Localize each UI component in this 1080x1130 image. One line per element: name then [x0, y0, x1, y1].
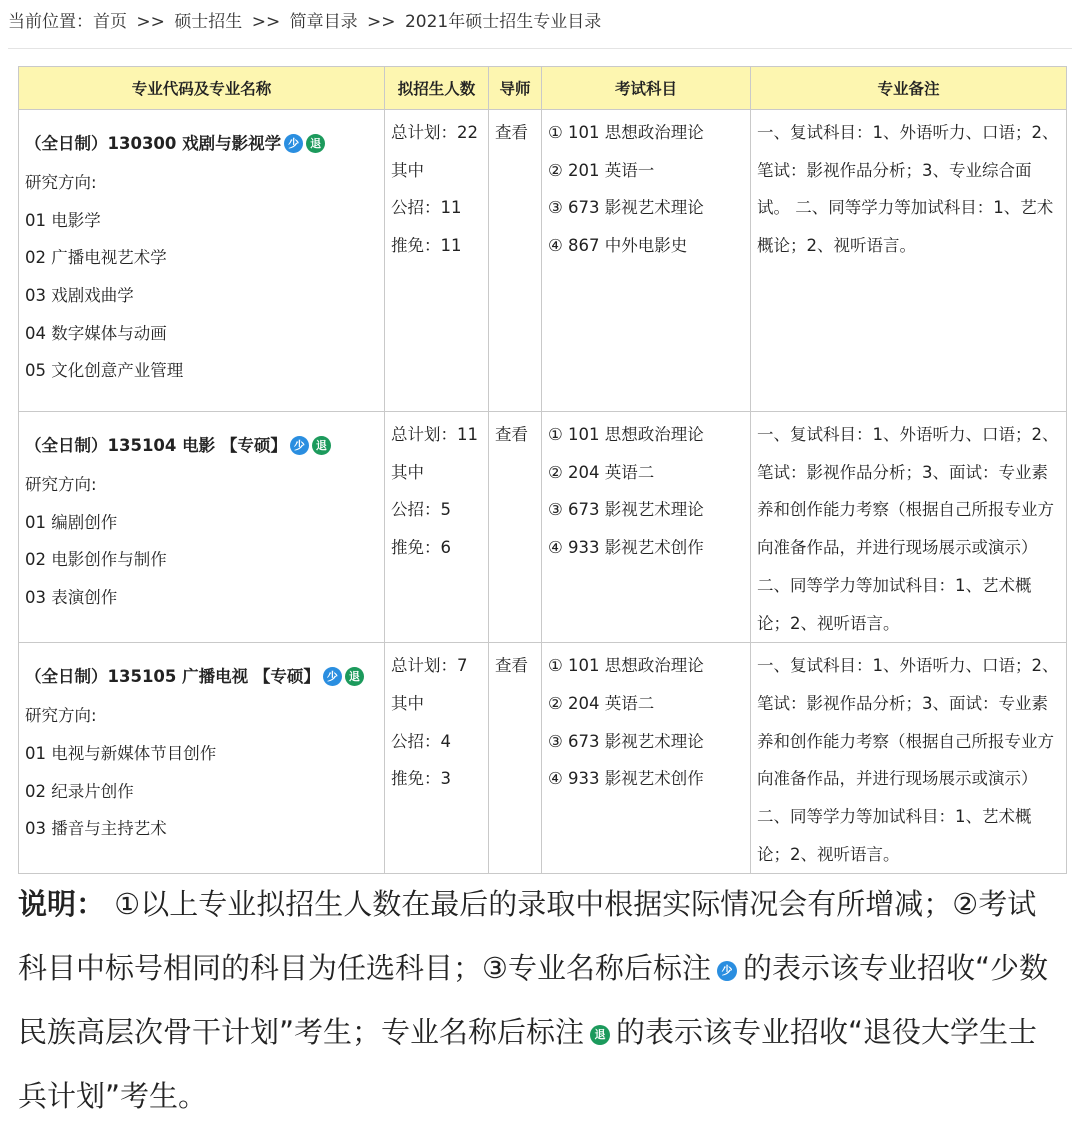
exam-subject: ④ 867 中外电影史 [548, 236, 688, 256]
research-direction: 03 播音与主持艺术 [25, 819, 167, 839]
recommended-quota: 推免：3 [391, 769, 451, 789]
breadcrumb-prefix: 当前位置： [8, 12, 93, 32]
subjects-cell [542, 110, 751, 412]
public-quota: 公招：4 [391, 731, 451, 751]
view-advisor-link[interactable]: 查看 [495, 123, 528, 142]
advisor-cell [489, 110, 542, 412]
subjects-cell [542, 412, 751, 643]
research-direction-label: 研究方向: [25, 173, 97, 192]
table-row [19, 643, 1067, 874]
advisor-cell [489, 412, 542, 643]
exam-subject: ④ 933 影视艺术创作 [548, 538, 704, 558]
total-quota: 总计划：11 [391, 425, 478, 444]
research-direction: 02 广播电视艺术学 [25, 248, 167, 268]
program-remark: 一、复试科目：1、外语听力、口语；2、笔试：影视作品分析；3、专业综合面试。 二、同等学力等加试科目：1、艺术概论；2、视听语言。 [757, 123, 1059, 256]
quota-cell [385, 110, 489, 412]
exam-subject: ③ 673 影视艺术理论 [548, 731, 704, 751]
note-text: 的表示该专业招收“少数民族高层次骨干计划”考生；专业名称后标注 [18, 951, 1049, 1049]
header-quota: 拟招生人数 [385, 67, 489, 110]
view-advisor-link[interactable]: 查看 [495, 425, 528, 444]
quota-among-label: 其中 [391, 462, 424, 482]
research-direction: 01 编剧创作 [25, 512, 118, 532]
exam-subject: ② 204 英语二 [548, 693, 655, 713]
veteran-plan-icon: 退 [590, 1025, 610, 1045]
recommended-quota: 推免：11 [391, 236, 462, 256]
header-program: 专业代码及专业名称 [19, 67, 385, 110]
program-cell [19, 412, 385, 643]
exam-subject: ③ 673 影视艺术理论 [548, 500, 704, 520]
program-cell [19, 643, 385, 874]
quota-cell [385, 643, 489, 874]
veteran-plan-icon: 退 [312, 436, 331, 455]
recommended-quota: 推免：6 [391, 538, 451, 558]
public-quota: 公招：5 [391, 500, 451, 520]
note-text: ①以上专业拟招生人数在最后的录取中根据实际情况会有所增减；②考试科目中标号相同的科目为任选科目；③专业名称后标注 [18, 887, 1037, 985]
total-quota: 总计划：7 [391, 656, 468, 676]
remarks-cell [751, 643, 1067, 874]
program-name: （全日制）135104 电影 【专硕】 少 退 [25, 426, 378, 466]
program-remark: 一、复试科目：1、外语听力、口语；2、笔试：影视作品分析；3、面试：专业素养和创作能力考察（根据自己所报专业方向准备作品，并进行现场展示或演示） 二、同等学力等加试科目：1、艺术概论；2、视听语言。 [757, 425, 1059, 633]
breadcrumb-current-page[interactable]: 2021年硕士招生专业目录 [404, 12, 602, 32]
table-row [19, 412, 1067, 643]
breadcrumb-masters-link[interactable]: 硕士招生 [174, 12, 243, 32]
note-label: 说明： [18, 887, 106, 921]
public-quota: 公招：11 [391, 198, 462, 218]
remarks-cell [751, 110, 1067, 412]
minority-plan-icon: 少 [717, 961, 737, 981]
research-direction: 02 纪录片创作 [25, 781, 134, 801]
header-subjects: 考试科目 [542, 67, 751, 110]
research-direction-label: 研究方向: [25, 706, 97, 726]
note-text: 的表示该专业招收“退役大学生士兵计划”考生。 [18, 1015, 1038, 1113]
exam-subject: ③ 673 影视艺术理论 [548, 198, 704, 218]
explanatory-note [18, 872, 1058, 1128]
research-direction: 05 文化创意产业管理 [25, 361, 184, 381]
research-direction: 01 电视与新媒体节目创作 [25, 743, 217, 763]
research-direction: 03 戏剧戏曲学 [25, 286, 134, 306]
program-remark: 一、复试科目：1、外语听力、口语；2、笔试：影视作品分析；3、面试：专业素养和创作能力考察（根据自己所报专业方向准备作品，并进行现场展示或演示） 二、同等学力等加试科目：1、艺术概论；2、视听语言。 [757, 656, 1059, 864]
research-direction: 04 数字媒体与动画 [25, 323, 167, 343]
program-name: （全日制）135105 广播电视 【专硕】 少 退 [25, 657, 378, 697]
header-advisor: 导师 [489, 67, 542, 110]
quota-among-label: 其中 [391, 693, 424, 713]
exam-subject: ① 101 思想政治理论 [548, 123, 704, 142]
header-remarks: 专业备注 [751, 67, 1067, 110]
view-advisor-link[interactable]: 查看 [495, 656, 528, 676]
breadcrumb-home-link[interactable]: 首页 [93, 12, 127, 32]
minority-plan-icon: 少 [284, 134, 303, 153]
exam-subject: ② 201 英语一 [548, 160, 655, 180]
breadcrumb-separator: >> [251, 12, 281, 32]
research-direction-label: 研究方向: [25, 475, 97, 494]
quota-cell [385, 412, 489, 643]
research-direction: 03 表演创作 [25, 588, 118, 608]
advisor-cell [489, 643, 542, 874]
table-row [19, 110, 1067, 412]
program-catalog-table [18, 66, 1067, 874]
minority-plan-icon: 少 [290, 436, 309, 455]
breadcrumb-separator: >> [367, 12, 396, 32]
breadcrumb [8, 0, 1072, 49]
breadcrumb-separator: >> [136, 12, 165, 32]
research-direction: 02 电影创作与制作 [25, 550, 167, 570]
breadcrumb-catalog-link[interactable]: 简章目录 [289, 12, 358, 32]
subjects-cell [542, 643, 751, 874]
total-quota: 总计划：22 [391, 123, 478, 142]
exam-subject: ① 101 思想政治理论 [548, 425, 704, 444]
quota-among-label: 其中 [391, 160, 424, 180]
veteran-plan-icon: 退 [306, 134, 325, 153]
table-header-row [19, 67, 1067, 110]
remarks-cell [751, 412, 1067, 643]
program-cell [19, 110, 385, 412]
exam-subject: ④ 933 影视艺术创作 [548, 769, 704, 789]
veteran-plan-icon: 退 [345, 667, 364, 686]
exam-subject: ② 204 英语二 [548, 462, 655, 482]
exam-subject: ① 101 思想政治理论 [548, 656, 704, 676]
program-name: （全日制）130300 戏剧与影视学 少 退 [25, 124, 378, 164]
research-direction: 01 电影学 [25, 210, 101, 230]
minority-plan-icon: 少 [323, 667, 342, 686]
